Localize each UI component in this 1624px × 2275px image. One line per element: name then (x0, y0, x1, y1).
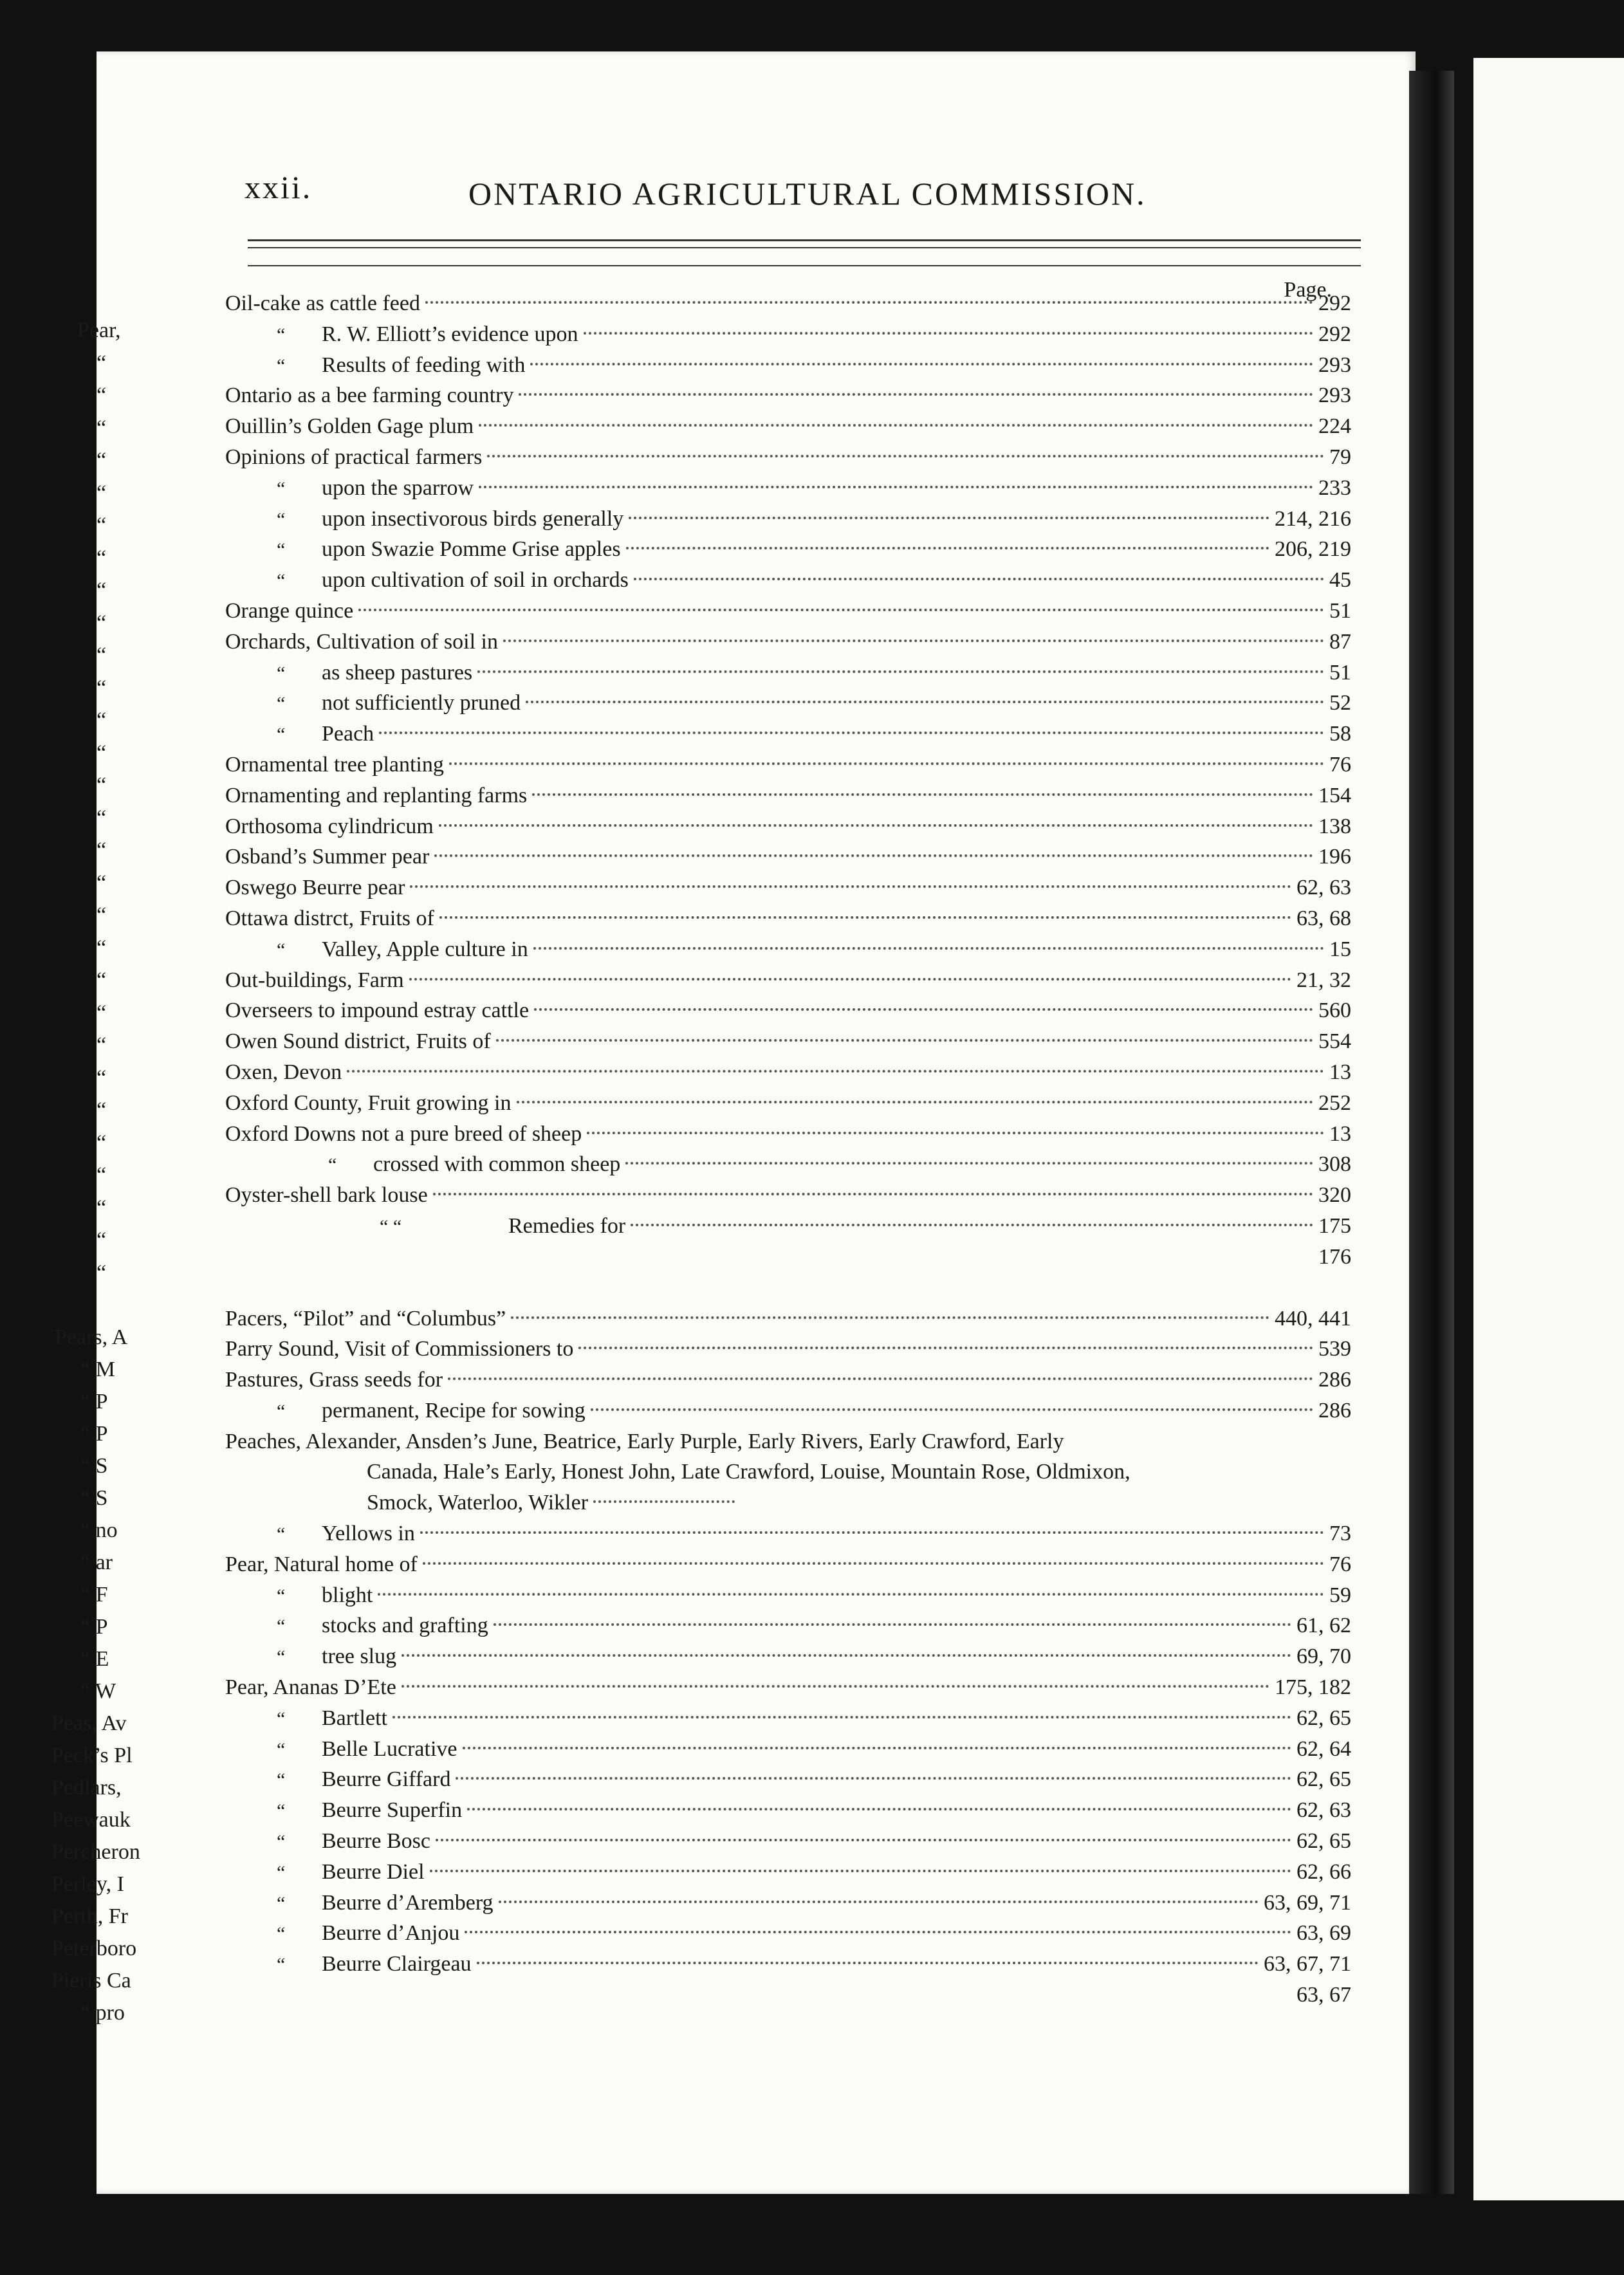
right-page-entry: “ (97, 1228, 107, 1252)
index-entry (225, 350, 1351, 381)
entry-text: Opinions of practical farmers (225, 445, 483, 469)
right-page-entry: “ (97, 611, 107, 635)
book-gutter (1409, 71, 1454, 2194)
dot-leader (401, 1685, 1269, 1688)
ditto-mark: “ (277, 508, 286, 530)
right-page (1473, 58, 1624, 2200)
entry-text: Smock, Waterloo, Wikler (367, 1491, 589, 1515)
entry-text: Oxford County, Fruit growing in (225, 1091, 512, 1115)
index-entry (225, 719, 1351, 750)
page-numbers: 13 (1329, 1121, 1351, 1146)
right-page-entry: Peewauk (51, 1808, 131, 1832)
dot-leader (439, 824, 1313, 827)
right-page-entry: “ (97, 708, 107, 732)
page-numbers: 63, 68 (1296, 906, 1351, 930)
index-entry (225, 1119, 1351, 1150)
right-page-entry: Pears, A (55, 1325, 128, 1349)
entry-text: upon insectivorous birds generally (322, 506, 624, 531)
index-entry (225, 504, 1351, 535)
right-page-entry: Peas, Av (51, 1711, 127, 1735)
ditto-mark: “ (277, 662, 286, 684)
entry-text: blight (322, 1583, 373, 1607)
dot-leader (420, 1531, 1324, 1534)
dot-leader (629, 517, 1269, 519)
dot-leader (584, 332, 1313, 335)
right-page-entry: “ ar (80, 1551, 113, 1574)
entry-text: tree slug (322, 1644, 397, 1669)
ditto-mark: “ (277, 1708, 286, 1729)
dot-leader (496, 1039, 1313, 1042)
page-numbers: 440, 441 (1275, 1306, 1351, 1331)
ditto-mark: “ (277, 724, 286, 746)
page-numbers: 62, 65 (1296, 1706, 1351, 1730)
right-page-entry: “ (97, 513, 107, 537)
right-page-entry: “ (97, 773, 107, 797)
right-page-entry: “ (97, 1163, 107, 1187)
index-entry (225, 380, 1351, 411)
index-entry (225, 1057, 1351, 1088)
page-numbers: 539 (1318, 1337, 1351, 1361)
index-entry (225, 442, 1351, 473)
index-entry (225, 596, 1351, 627)
right-page-entry: “ (97, 1130, 107, 1155)
index-entry (225, 688, 1351, 719)
ditto-mark: “ (277, 539, 286, 561)
entry-text: Peaches, Alexander, Ansden’s June, Beatrice, Early Purple, Early Rivers, Early Crawford, Early (225, 1429, 1064, 1453)
entry-text: Ornamenting and replanting farms (225, 783, 528, 807)
page-numbers: 76 (1329, 752, 1351, 777)
index-entry (225, 872, 1351, 903)
page-numbers: 293 (1318, 383, 1351, 408)
right-page-entry: “ (97, 416, 107, 440)
page-numbers: 292 (1318, 322, 1351, 346)
index-entry (225, 1488, 1351, 1518)
entry-text: Bartlett (322, 1706, 387, 1730)
dot-leader (449, 762, 1324, 765)
dot-leader (517, 1101, 1313, 1103)
entry-text: not sufficiently pruned (322, 691, 521, 715)
index-entry (225, 1888, 1351, 1919)
entry-text: Oil-cake as cattle feed (225, 291, 420, 315)
entry-text: upon the sparrow (322, 475, 474, 500)
entry-text: Oyster-shell bark louse (225, 1183, 428, 1208)
right-page-entry: “ (97, 546, 107, 570)
page-numbers: 61, 62 (1296, 1614, 1351, 1638)
page-numbers: 87 (1329, 629, 1351, 654)
index-entry-continuation: Canada, Hale’s Early, Honest John, Late Crawford, Louise, Mountain Rose, Oldmixon, (367, 1460, 1130, 1484)
right-page-entry: Peck’s Pl (51, 1744, 133, 1767)
right-page-entry: “ (97, 870, 107, 895)
dot-leader (379, 732, 1324, 734)
dot-leader (519, 393, 1313, 396)
dot-leader (425, 301, 1313, 304)
index-entry (225, 1580, 1351, 1611)
ditto-mark: “ (277, 477, 286, 499)
dot-leader (534, 1008, 1313, 1011)
index-entry (225, 658, 1351, 688)
dot-leader (526, 701, 1324, 703)
index-entry (225, 903, 1351, 934)
index-entry (225, 1549, 1351, 1580)
dot-leader (530, 363, 1313, 365)
right-page-entry: “ (97, 1065, 107, 1090)
right-page-entry: “ (97, 1033, 107, 1057)
page-numbers: 560 (1318, 999, 1351, 1023)
right-page-entry: “ W (80, 1679, 116, 1703)
dot-leader (593, 1500, 735, 1503)
index-entry (225, 1426, 1351, 1457)
entry-text: Remedies for (508, 1213, 626, 1238)
page-numbers: 63, 67 (1296, 1983, 1351, 2007)
dot-leader (467, 1808, 1291, 1810)
page-numbers: 69, 70 (1296, 1644, 1351, 1669)
entry-text: Peach (322, 722, 374, 746)
right-page-entry: “ (97, 578, 107, 602)
right-page-entry: “ (97, 481, 107, 505)
right-page-entry: “ P (80, 1615, 108, 1639)
index-list (225, 288, 1351, 2011)
page-numbers: 45 (1329, 568, 1351, 593)
dot-leader (591, 1408, 1313, 1411)
dot-leader (503, 640, 1324, 642)
dot-leader (587, 1132, 1324, 1134)
page-numbers: 224 (1318, 414, 1351, 439)
right-page-entry: “ P (80, 1390, 108, 1414)
page-numbers: 292 (1318, 291, 1351, 315)
entry-text: upon cultivation of soil in orchards (322, 568, 629, 593)
ditto-mark: “ (277, 1524, 286, 1545)
ditto-mark: “ (277, 1616, 286, 1637)
index-entry (225, 1764, 1351, 1795)
page-numbers: 63, 67, 71 (1264, 1952, 1351, 1976)
right-page-entry: “ (97, 806, 107, 830)
dot-leader (511, 1316, 1269, 1319)
index-entry (225, 1672, 1351, 1703)
right-page-entry: “ (97, 1195, 107, 1220)
entry-text: Oxen, Devon (225, 1060, 342, 1084)
page-numbers: 206, 219 (1275, 537, 1351, 562)
right-page-entry: “ (97, 676, 107, 700)
dot-leader (479, 424, 1313, 427)
page-numbers: 176 (1318, 1244, 1351, 1269)
right-page-entry: “ S (80, 1454, 108, 1478)
page-numbers: 320 (1318, 1183, 1351, 1208)
right-page-entry: Pieris Ca (51, 1969, 131, 1993)
page-numbers: 63, 69 (1296, 1921, 1351, 1946)
header-rule-thin (248, 247, 1361, 248)
dot-leader (433, 1193, 1313, 1195)
entry-text: Pear, Natural home of (225, 1552, 418, 1576)
dot-leader (578, 1347, 1313, 1349)
right-page-entry: “ S (80, 1486, 108, 1510)
right-page-entry: Peterboro (51, 1937, 137, 1960)
dot-leader (423, 1562, 1324, 1565)
ditto-mark: “ (277, 1892, 286, 1914)
dot-leader (631, 1224, 1313, 1226)
index-entry (225, 1703, 1351, 1734)
dot-leader (487, 455, 1324, 457)
dot-leader (477, 670, 1324, 673)
page-numbers: 62, 65 (1296, 1767, 1351, 1792)
ditto-mark: “ (277, 1954, 286, 1976)
entry-text: Beurre d’Anjou (322, 1921, 460, 1946)
ditto-mark: “ (277, 1585, 286, 1607)
entry-text: Results of feeding with (322, 353, 526, 377)
index-entry (225, 319, 1351, 350)
entry-text: Orange quince (225, 598, 354, 623)
index-entry (225, 780, 1351, 811)
index-entry (225, 534, 1351, 565)
entry-text: Pastures, Grass seeds for (225, 1368, 443, 1392)
right-page-entry: Pear, (77, 318, 121, 342)
page-column-label: Page. (1284, 278, 1332, 302)
right-page-entry: Perth, Fr (51, 1904, 128, 1928)
entry-text: Ornamental tree planting (225, 752, 444, 777)
index-entry (225, 1365, 1351, 1395)
entry-text: Beurre Giffard (322, 1767, 451, 1792)
page-numbers: 175, 182 (1275, 1675, 1351, 1700)
right-page-entry: “ F (80, 1583, 108, 1607)
dot-leader (409, 978, 1291, 981)
dot-leader (463, 1747, 1291, 1749)
right-page-entry: “ (97, 1260, 107, 1285)
dot-leader (465, 1931, 1291, 1933)
dot-leader (358, 609, 1324, 611)
ditto-mark: “ (277, 324, 286, 345)
entry-text: Beurre Clairgeau (322, 1952, 472, 1976)
entry-text: permanent, Recipe for sowing (322, 1398, 586, 1423)
dot-leader (634, 578, 1324, 580)
page-numbers: 62, 63 (1296, 876, 1351, 900)
right-page-entry: “ pro (80, 2001, 125, 2025)
index-entry (225, 1826, 1351, 1857)
dot-leader (434, 854, 1313, 857)
entry-text: Orthosoma cylindricum (225, 814, 434, 838)
page-numbers: 58 (1329, 722, 1351, 746)
page-numbers: 214, 216 (1275, 506, 1351, 531)
right-page-entry: “ no (80, 1518, 118, 1542)
page-numbers: 52 (1329, 691, 1351, 715)
ditto-mark: “ (277, 1646, 286, 1668)
entry-text: Oswego Beurre pear (225, 876, 405, 900)
entry-text: Ottawa distrct, Fruits of (225, 906, 434, 930)
dot-leader (378, 1593, 1324, 1596)
page-numbers: 51 (1329, 598, 1351, 623)
page-numbers: 76 (1329, 1552, 1351, 1576)
index-entry (225, 1395, 1351, 1426)
header-rule-lower (248, 265, 1361, 266)
dot-leader (499, 1901, 1259, 1903)
dot-leader (392, 1716, 1291, 1718)
entry-text: Ontario as a bee farming country (225, 383, 514, 408)
dot-leader (448, 1377, 1313, 1380)
index-entry (225, 934, 1351, 965)
index-entry (225, 1795, 1351, 1826)
entry-text: Beurre Diel (322, 1859, 425, 1884)
index-entry (225, 565, 1351, 596)
entry-text: Belle Lucrative (322, 1736, 457, 1761)
ditto-mark: “ (277, 1769, 286, 1791)
ditto-mark: “ (277, 1400, 286, 1422)
entry-text: Out-buildings, Farm (225, 968, 404, 992)
right-page-entry: “ (97, 968, 107, 992)
index-entry (225, 288, 1351, 319)
right-page-entry: “ (97, 1098, 107, 1122)
dot-leader (626, 547, 1269, 549)
dot-leader (532, 793, 1313, 796)
index-entry (225, 1303, 1351, 1334)
right-page-entry: “ (97, 838, 107, 862)
ditto-mark: “ “ (380, 1215, 402, 1237)
right-page-entry: “ (97, 383, 107, 407)
index-entry (225, 965, 1351, 996)
page-numbers: 13 (1329, 1060, 1351, 1084)
right-page-entry: “ (97, 903, 107, 927)
entry-text: Orchards, Cultivation of soil in (225, 629, 499, 654)
page-numbers: 138 (1318, 814, 1351, 838)
ditto-mark: “ (277, 1738, 286, 1760)
dot-leader (436, 1839, 1291, 1841)
index-entry (225, 1949, 1351, 1980)
right-page-entry: “ (97, 351, 107, 375)
dot-leader (477, 1962, 1259, 1964)
index-entry (225, 1641, 1351, 1672)
entry-text: Pacers, “Pilot” and “Columbus” (225, 1306, 506, 1331)
page-numbers: 175 (1318, 1213, 1351, 1238)
entry-text: R. W. Elliott’s evidence upon (322, 322, 578, 346)
page-numbers: 59 (1329, 1583, 1351, 1607)
entry-text: Yellows in (322, 1522, 415, 1546)
index-entry (225, 995, 1351, 1026)
dot-leader (625, 1162, 1313, 1165)
page-numbers: 21, 32 (1296, 968, 1351, 992)
page-numbers: 293 (1318, 353, 1351, 377)
entry-text: Valley, Apple culture in (322, 937, 528, 961)
folio: xxii. (245, 169, 313, 205)
ditto-mark: “ (277, 355, 286, 376)
index-entry (225, 1610, 1351, 1641)
index-entry (225, 627, 1351, 658)
page-numbers: 62, 65 (1296, 1829, 1351, 1854)
right-page-entry: “ (97, 741, 107, 765)
page-numbers: 308 (1318, 1152, 1351, 1177)
entry-text: crossed with common sheep (373, 1152, 621, 1177)
entry-text: Oxford Downs not a pure breed of sheep (225, 1121, 582, 1146)
page-numbers: 63, 69, 71 (1264, 1890, 1351, 1915)
right-page-entry: “ (97, 935, 107, 960)
index-entry (225, 1518, 1351, 1549)
page-title: ONTARIO AGRICULTURAL COMMISSION. (468, 176, 1147, 212)
right-page-entry: “ (97, 1000, 107, 1025)
page-numbers: 62, 64 (1296, 1736, 1351, 1761)
dot-leader (494, 1623, 1291, 1626)
index-entry (225, 1180, 1351, 1211)
entry-text: stocks and grafting (322, 1614, 488, 1638)
index-entry (225, 1149, 1351, 1180)
index-entry (225, 842, 1351, 872)
page-numbers: 79 (1329, 445, 1351, 469)
ditto-mark: “ (277, 1861, 286, 1883)
page-numbers: 554 (1318, 1029, 1351, 1054)
right-page-entry: “ E (80, 1647, 109, 1671)
ditto-mark: “ (328, 1154, 337, 1176)
entry-text: as sheep pastures (322, 660, 473, 685)
dot-leader (533, 947, 1324, 950)
index-entry (225, 473, 1351, 504)
page-numbers: 62, 63 (1296, 1798, 1351, 1823)
ditto-mark: “ (277, 1800, 286, 1822)
dot-leader (401, 1654, 1291, 1657)
right-page-entry: “ P (80, 1422, 108, 1446)
index-entry (225, 1734, 1351, 1765)
ditto-mark: “ (277, 939, 286, 961)
right-page-entry: “ (97, 448, 107, 472)
ditto-mark: “ (277, 1923, 286, 1945)
entry-text: Owen Sound district, Fruits of (225, 1029, 491, 1054)
dot-leader (430, 1870, 1291, 1872)
index-entry (225, 1088, 1351, 1119)
index-entry (225, 811, 1351, 842)
ditto-mark: “ (277, 1831, 286, 1853)
right-page-entry: “ M (80, 1358, 115, 1381)
ditto-mark: “ (277, 570, 286, 592)
page-numbers: 51 (1329, 660, 1351, 685)
entry-text: Beurre Superfin (322, 1798, 463, 1823)
entry-text: Osband’s Summer pear (225, 845, 430, 869)
index-entry (225, 750, 1351, 780)
dot-leader (410, 885, 1291, 888)
page-numbers: 196 (1318, 845, 1351, 869)
entry-text: Ouillin’s Golden Gage plum (225, 414, 474, 439)
index-entry (225, 1334, 1351, 1365)
page-numbers: 252 (1318, 1091, 1351, 1115)
page-numbers: 286 (1318, 1398, 1351, 1423)
dot-leader (439, 916, 1291, 919)
right-page-entry: Pedlars, (51, 1776, 122, 1800)
page-numbers: 286 (1318, 1368, 1351, 1392)
page-numbers: 15 (1329, 937, 1351, 961)
index-entry (225, 1242, 1351, 1273)
dot-leader (456, 1777, 1291, 1780)
entry-text: upon Swazie Pomme Grise apples (322, 537, 621, 562)
entry-text: Beurre d’Aremberg (322, 1890, 494, 1915)
page-numbers: 233 (1318, 475, 1351, 500)
index-entry (225, 1026, 1351, 1057)
right-page-entry: Percheron (51, 1840, 140, 1864)
ditto-mark: “ (277, 693, 286, 715)
entry-text: Overseers to impound estray cattle (225, 999, 530, 1023)
index-entry (225, 411, 1351, 442)
index-entry (225, 1211, 1351, 1242)
page-numbers: 154 (1318, 783, 1351, 807)
entry-text: Beurre Bosc (322, 1829, 431, 1854)
header-rule (248, 239, 1361, 241)
dot-leader (479, 486, 1313, 488)
index-entry (225, 1918, 1351, 1949)
page-numbers: 62, 66 (1296, 1859, 1351, 1884)
right-page-entry: “ (97, 643, 107, 667)
dot-leader (347, 1070, 1324, 1073)
index-entry (225, 1980, 1351, 2011)
right-page-entry: Perley, I (51, 1872, 124, 1896)
index-entry (225, 1857, 1351, 1888)
entry-text: Parry Sound, Visit of Commissioners to (225, 1337, 574, 1361)
entry-text: Pear, Ananas D’Ete (225, 1675, 396, 1700)
page-numbers: 73 (1329, 1522, 1351, 1546)
